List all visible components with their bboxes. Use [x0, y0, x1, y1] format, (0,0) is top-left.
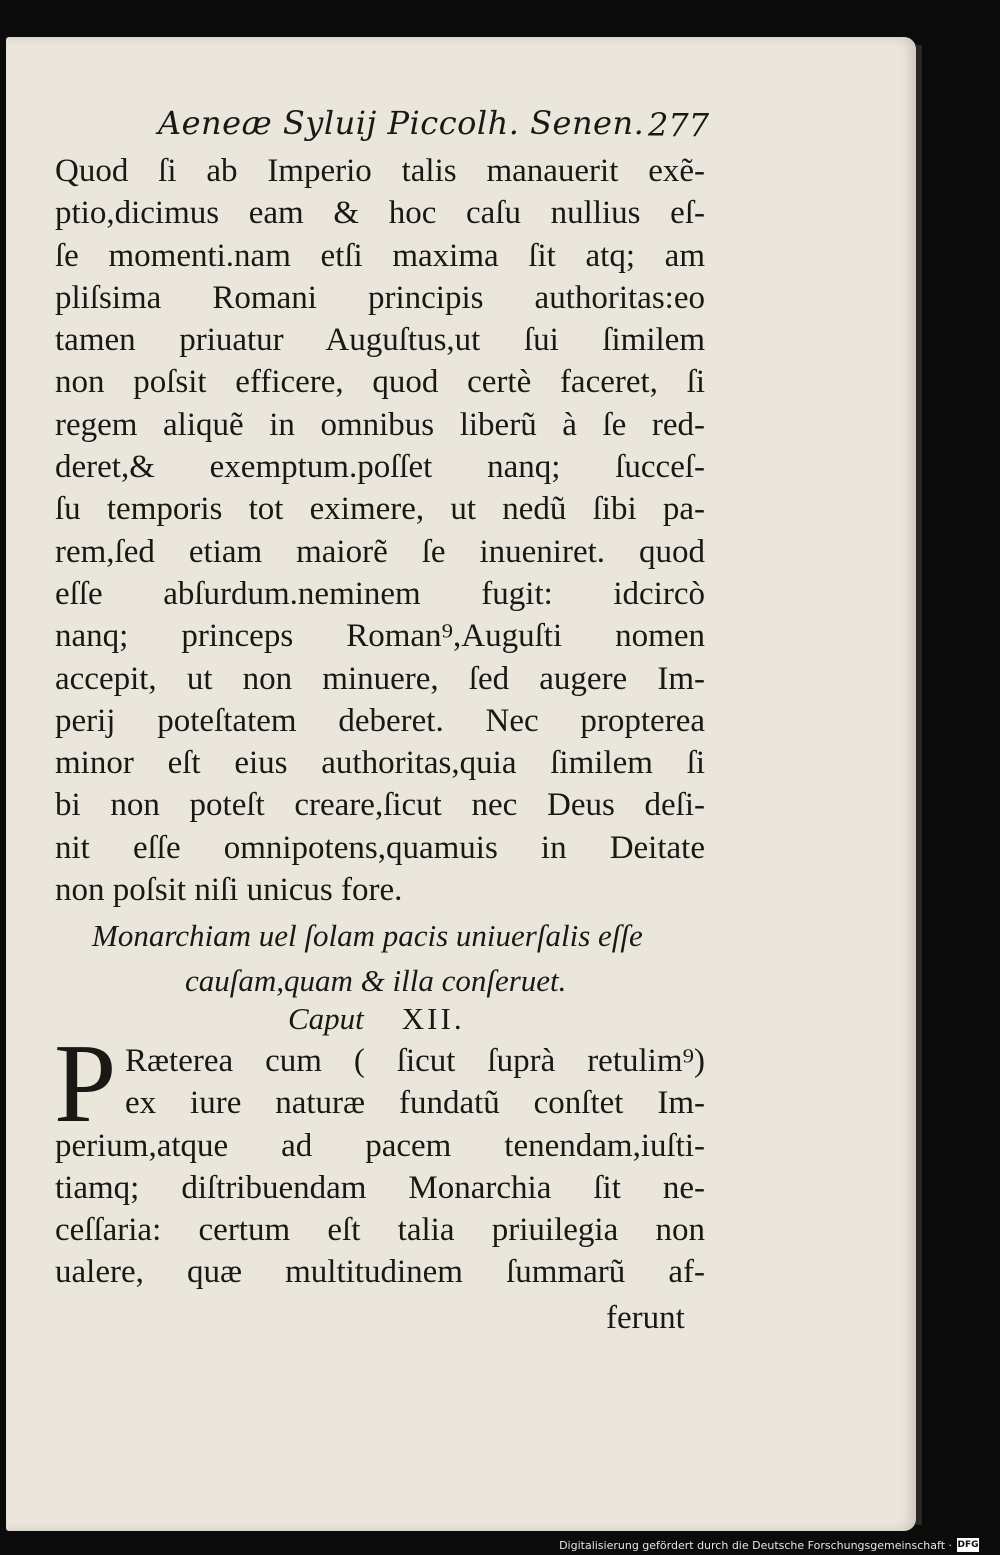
text-line: ex iure naturæ fundatũ conſtet Im-: [125, 1085, 705, 1122]
text-line-last: non poſsit niſi unicus fore.: [55, 872, 403, 909]
text-line: perium,atque ad pacem tenendam,iuſti-: [55, 1127, 705, 1164]
text-line: ptio,dicimus eam & hoc caſu nullius eſ-: [55, 195, 705, 232]
text-line: Ræterea cum ( ſicut ſuprà retulim⁹): [125, 1043, 705, 1079]
text-line: Quod ſi ab Imperio talis manauerit exẽ-: [55, 153, 705, 189]
chapter-number: XII.: [401, 1001, 465, 1036]
text-line: bi non poteſt creare,ſicut nec Deus deſi-: [55, 787, 705, 824]
text-line: eſſe abſurdum.neminem fugit: idcircò: [55, 575, 705, 612]
dfg-logo-icon: DFG: [957, 1540, 979, 1550]
text-line: perij poteſtatem deberet. Nec propterea: [55, 702, 705, 739]
drop-cap: P: [54, 1022, 117, 1146]
text-line: regem aliquẽ in omnibus liberũ à ſe red-: [55, 406, 705, 443]
chapter-heading-line-2: cauſam,quam & illa conſeruet.: [185, 963, 567, 998]
text-line: tamen priuatur Auguſtus,ut ſui ſimilem: [55, 322, 705, 359]
text-line: rem,ſed etiam maiorẽ ſe inueniret. quod: [55, 533, 705, 570]
text-line: accepit, ut non minuere, ſed augere Im-: [55, 660, 705, 697]
text-line: minor eſt eius authoritas,quia ſimilem ſi: [55, 745, 705, 782]
text-line: ſu temporis tot eximere, ut nedũ ſibi pa-: [55, 491, 705, 528]
text-line: nit eſſe omnipotens,quamuis in Deitate: [55, 829, 705, 866]
funding-credit: Digitalisierung gefördert durch die Deutsche Forschungsgemeinschaft ·: [559, 1539, 952, 1552]
chapter-label: [288, 1001, 465, 1037]
caput-word: Caput: [288, 1001, 364, 1036]
text-line: ceſſaria: certum eſt talia priuilegia non: [55, 1212, 705, 1249]
text-line: tiamq; diſtribuendam Monarchia ſit ne-: [55, 1169, 705, 1206]
paragraph-1: [55, 150, 705, 911]
page-number: 277: [648, 106, 710, 144]
page-edge: [916, 45, 922, 1525]
catchword: ferunt: [606, 1300, 685, 1336]
text-line: deret,& exemptum.poſſet nanq; ſucceſ-: [55, 449, 705, 486]
text-line: ſe momenti.nam etſi maxima ſit atq; am: [55, 237, 705, 274]
text-line: non poſsit efficere, quod certè faceret, ſi: [55, 364, 705, 401]
text-line: pliſsima Romani principis authoritas:eo: [55, 279, 705, 316]
chapter-heading-line-1: Monarchiam uel ſolam pacis uniuerſalis eſſe: [92, 918, 643, 953]
running-head: Aeneæ Syluij Piccolh. Senen.: [158, 104, 645, 142]
text-line: nanq; princeps Roman⁹,Auguſti nomen: [55, 618, 705, 655]
text-line: ualere, quæ multitudinem ſummarũ af-: [55, 1254, 705, 1291]
paragraph-2: [55, 1040, 705, 1294]
